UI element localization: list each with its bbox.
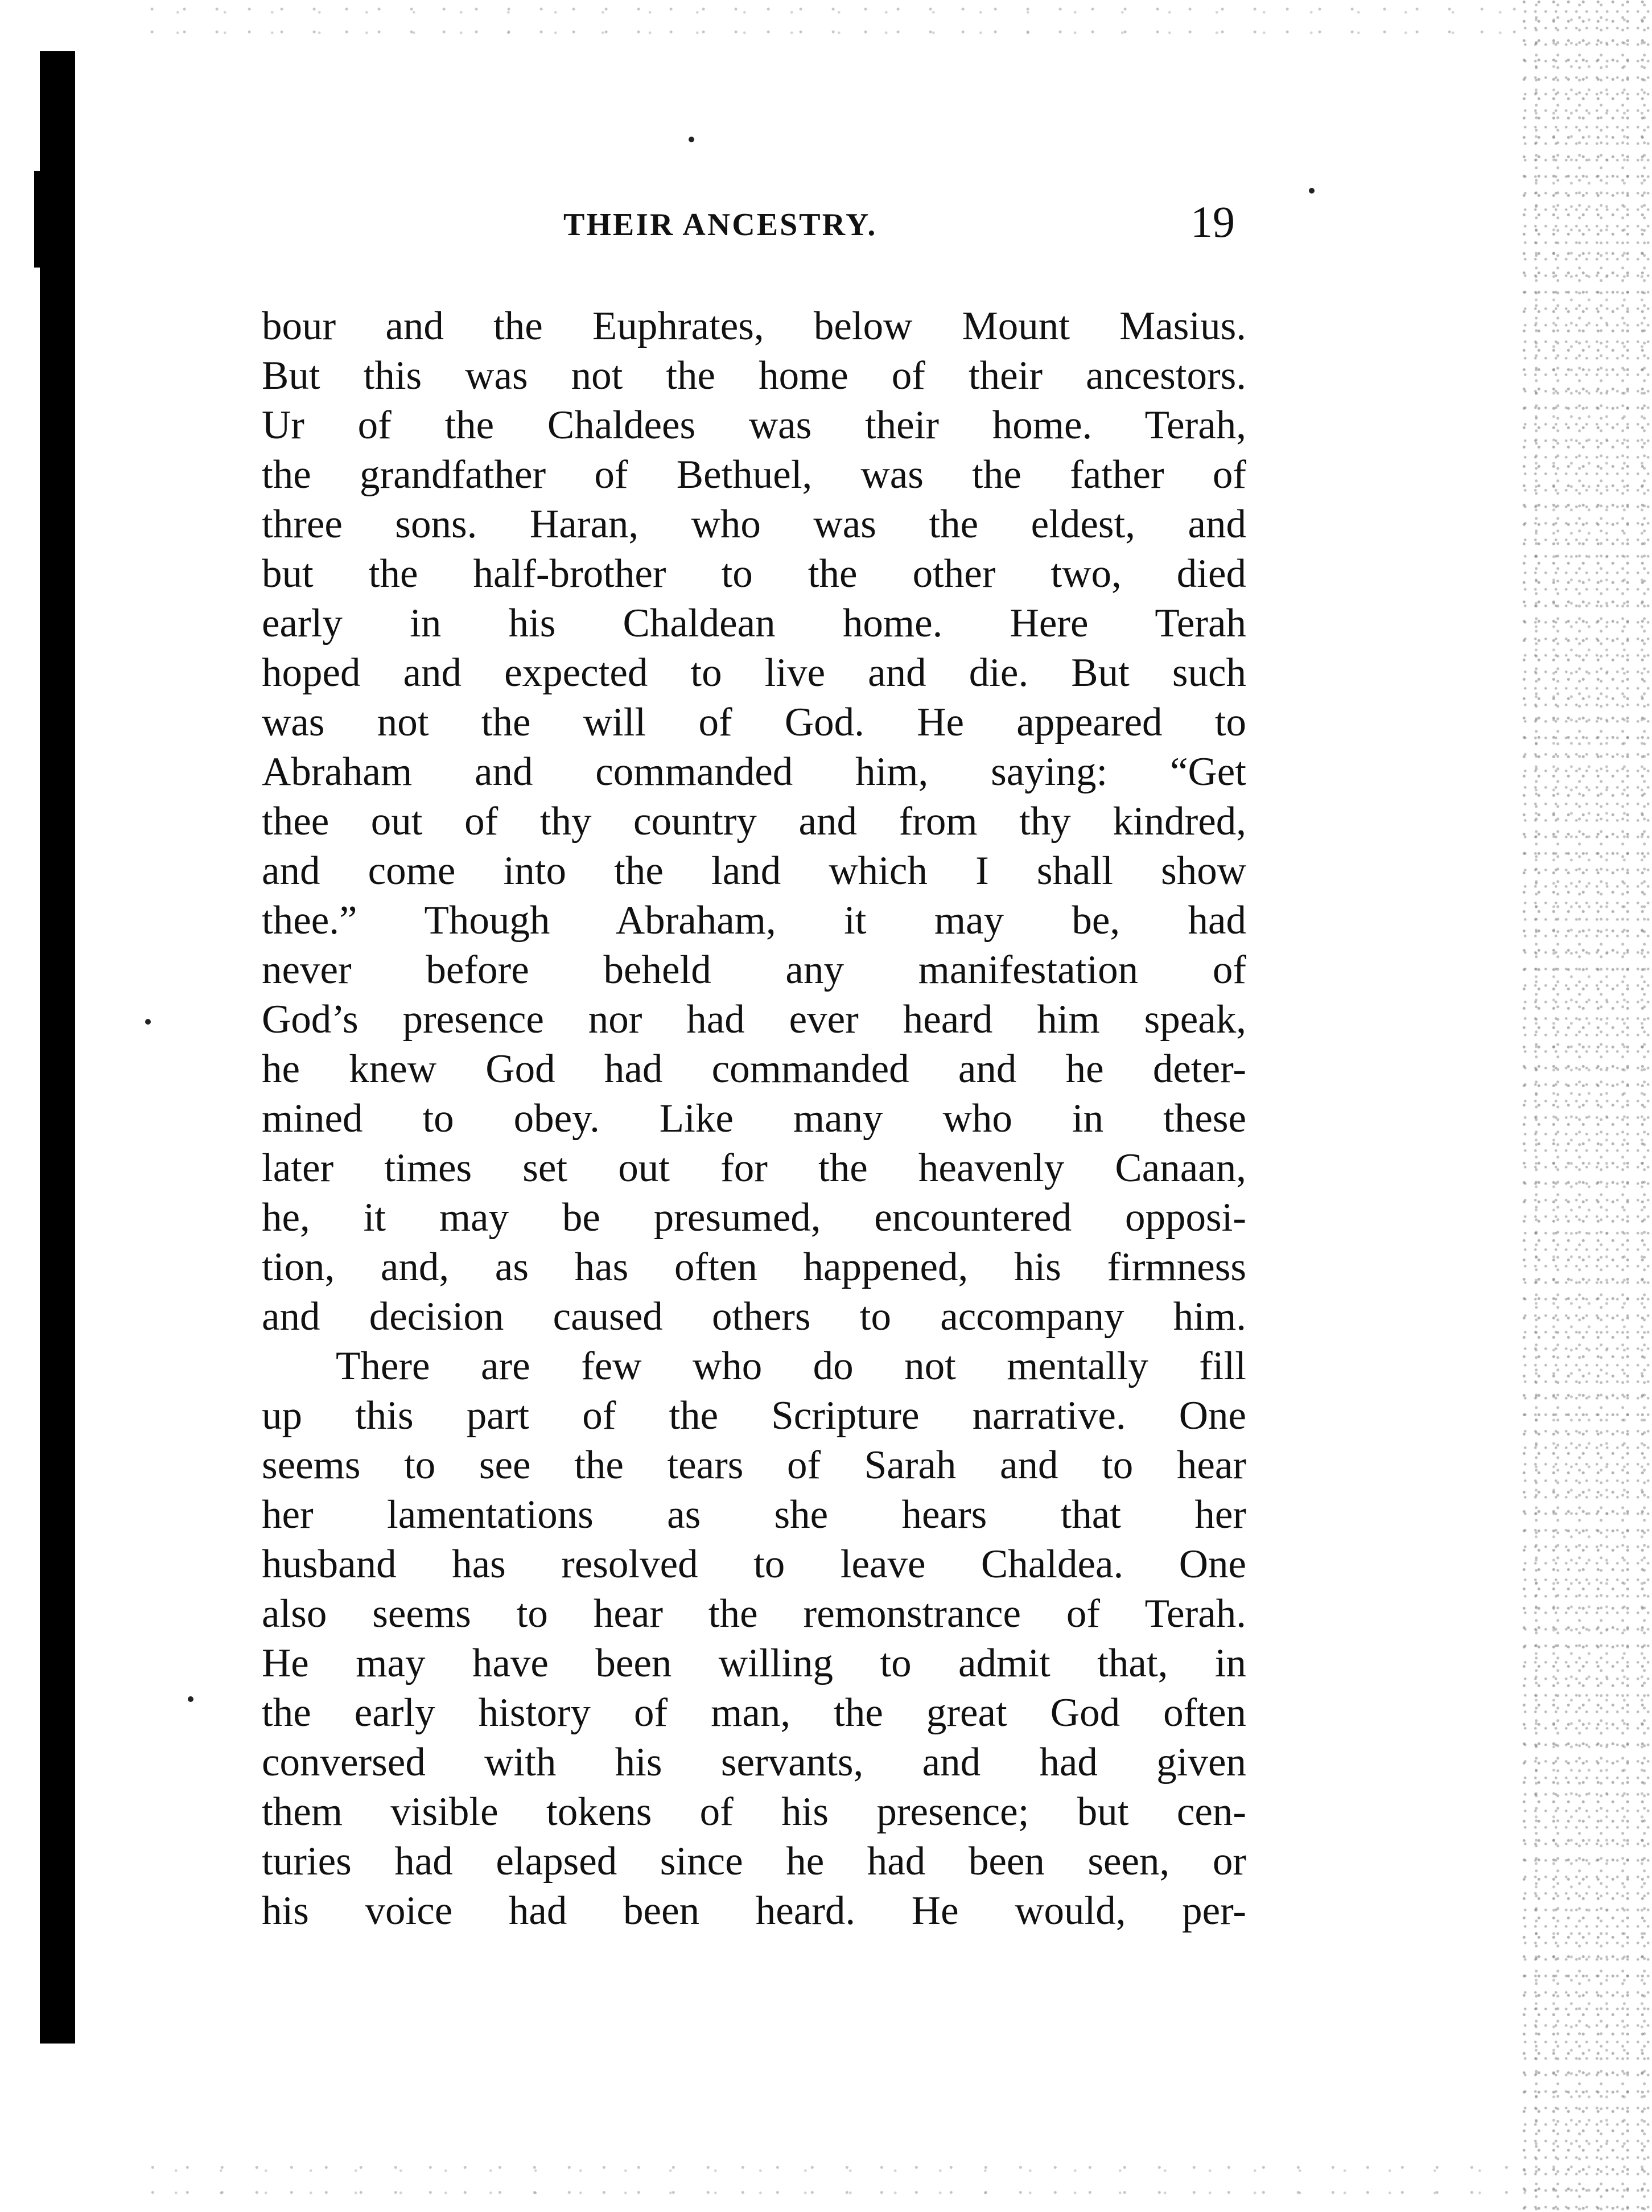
text-line: was not the will of God. He appeared to <box>262 700 1246 745</box>
text-line: thee.” Though Abraham, it may be, had <box>262 898 1246 943</box>
scan-binding-shadow <box>40 51 75 2044</box>
text-line: he knew God had commanded and he deter- <box>262 1047 1246 1091</box>
page-number: 19 <box>1190 197 1235 246</box>
text-line: also seems to hear the remonstrance of Terah. <box>262 1592 1246 1636</box>
text-line: and come into the land which I shall show <box>262 849 1246 893</box>
scan-edge-noise-right <box>1521 0 1652 2212</box>
scan-edge-noise-bottom <box>142 2157 1536 2212</box>
text-line: thee out of thy country and from thy kindred, <box>262 799 1246 844</box>
text-line: the grandfather of Bethuel, was the father of <box>262 453 1246 497</box>
text-line: he, it may be presumed, encountered opposi- <box>262 1195 1246 1240</box>
body-text <box>262 302 1246 1964</box>
running-title: THEIR ANCESTRY. <box>563 207 878 242</box>
scan-edge-noise-top <box>142 0 1536 46</box>
text-line: Ur of the Chaldees was their home. Terah, <box>262 403 1246 447</box>
text-line: three sons. Haran, who was the eldest, and <box>262 502 1246 546</box>
text-line: Abraham and commanded him, saying: “Get <box>262 750 1246 794</box>
text-line: up this part of the Scripture narrative. One <box>262 1393 1246 1438</box>
text-line: tion, and, as has often happened, his firmness <box>262 1245 1246 1289</box>
text-line: and decision caused others to accompany him. <box>262 1294 1246 1339</box>
scan-speck <box>145 1019 151 1025</box>
text-line: hoped and expected to live and die. But such <box>262 651 1246 695</box>
text-line: them visible tokens of his presence; but cen- <box>262 1790 1246 1834</box>
text-line: God’s presence nor had ever heard him speak, <box>262 997 1246 1042</box>
scan-speck <box>1309 188 1315 194</box>
text-line: mined to obey. Like many who in these <box>262 1096 1246 1141</box>
scan-speck <box>689 137 694 142</box>
text-line: but the half-brother to the other two, died <box>262 552 1246 596</box>
text-line: seems to see the tears of Sarah and to hear <box>262 1443 1246 1487</box>
text-line: But this was not the home of their ancestors. <box>262 353 1246 398</box>
running-head <box>262 196 1246 253</box>
text-line: her lamentations as she hears that her <box>262 1493 1246 1537</box>
scan-speck <box>188 1696 193 1702</box>
text-line: husband has resolved to leave Chaldea. One <box>262 1542 1246 1586</box>
text-line: later times set out for the heavenly Canaan, <box>262 1146 1246 1190</box>
text-line: turies had elapsed since he had been seen, or <box>262 1839 1246 1884</box>
text-line: He may have been willing to admit that, in <box>262 1641 1246 1685</box>
text-line: There are few who do not mentally fill <box>336 1344 1246 1388</box>
text-line: bour and the Euphrates, below Mount Masius. <box>262 304 1246 348</box>
scan-binding-shadow-bump <box>34 171 63 268</box>
text-line: his voice had been heard. He would, per- <box>262 1889 1246 1933</box>
text-line: early in his Chaldean home. Here Terah <box>262 601 1246 645</box>
text-line: never before beheld any manifestation of <box>262 948 1246 992</box>
text-line: conversed with his servants, and had given <box>262 1740 1246 1785</box>
text-line: the early history of man, the great God often <box>262 1691 1246 1735</box>
